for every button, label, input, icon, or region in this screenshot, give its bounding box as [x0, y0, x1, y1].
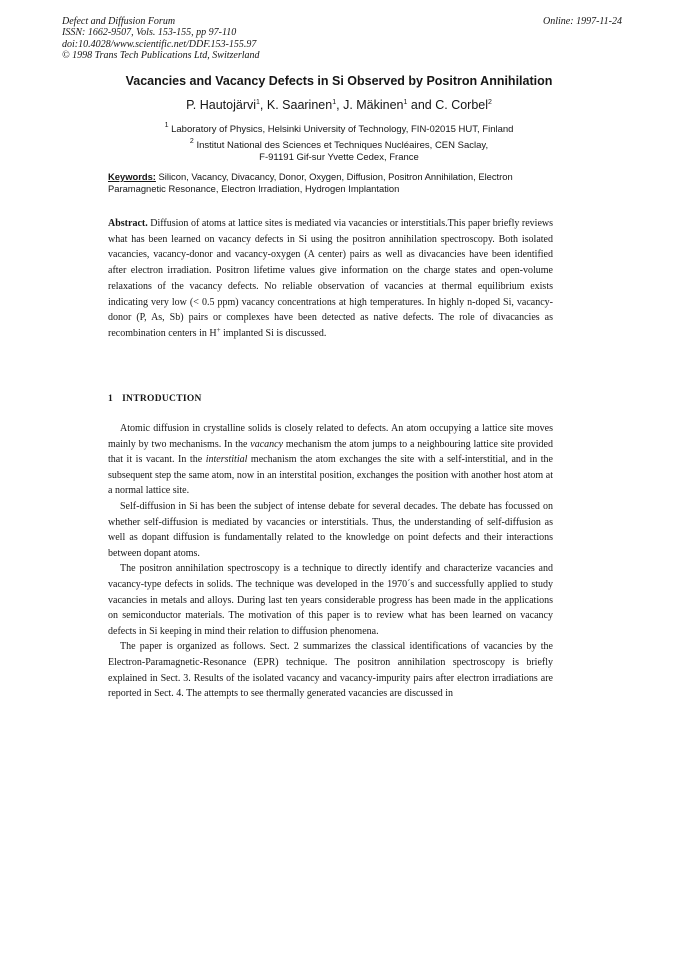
abstract — [108, 216, 553, 342]
author-separator: , — [259, 98, 267, 112]
keywords-list: Silicon, Vacancy, Divacancy, Donor, Oxygen, Diffusion, Positron Annihilation, Electron Paramagnetic Resonance, Electron Irradiation, Hydrogen Implantation — [108, 171, 513, 194]
abstract-label: Abstract. — [108, 218, 148, 229]
author-name: P. Hautojärvi — [186, 98, 257, 112]
keywords — [108, 171, 560, 195]
section-number: 1 — [108, 394, 114, 404]
online-date: Online: 1997-11-24 — [543, 16, 622, 27]
author-separator: and — [407, 98, 436, 112]
paragraph-3: The positron annihilation spectroscopy is a technique to directly identify and characterize vacancies and vacancy-type defects in solids. The technique was developed in the 1970´s and successfully applied to study vacancies in metals and alloys. During last ten years considerable progress has been made in the applications on semiconductor materials. The motivation of this paper is to review what has been learned on vacancy defects in Si keeping in mind their relation to diffusion phenomena. — [108, 563, 553, 637]
author-affiliation-mark: 1 — [403, 99, 408, 106]
journal-name: Defect and Diffusion Forum — [62, 16, 176, 27]
paragraph-text: mechanism the atom exchanges the site with a self-interstitial, and in the subsequent step the same atom, now in an interstital position, exchanges the position with another host atom at a normal lattice site. — [108, 454, 553, 497]
author-affiliation-mark: 1 — [256, 99, 260, 106]
issn-line: ISSN: 1662-9507, Vols. 153-155, pp 97-110 — [62, 27, 237, 39]
abstract-text-end: implanted Si is discussed. — [220, 327, 327, 339]
affiliation-number: 2 — [189, 138, 194, 145]
paragraph-text: mechanism the atom jumps to a neighbouring lattice site provided that it is vacant. In the — [108, 438, 553, 466]
journal-header — [62, 16, 260, 62]
author-name: J. Mäkinen — [343, 98, 404, 112]
section-title: INTRODUCTION — [122, 394, 202, 404]
abstract-text: Diffusion of atoms at lattice sites is mediated via vacancies or interstitials.This paper briefly reviews what has been learned on vacancy defects in Si using the positron annihilation spectroscopy. Both isolated vacancies, vacancy-donor and vacancy-oxygen (A center) pairs as well as divacancies have been identified after electron irradiation. Positron lifetime values give information on the charge states and open-volume relaxations of the vacancy defects. No reliable observation of vacancies at thermal equilibrium exists indicating very low (< 0.5 ppm) vacancy concentrations at high temperatures. In highly n-doped Si, vacancy-donor (P, As, Sb) pairs or complexes have been detected as native defects. The role of divacancies as recombination centers in H — [108, 218, 554, 339]
author-separator: , — [336, 98, 344, 112]
affiliation-text: Institut National des Sciences et Techniques Nucléaires, CEN Saclay, — [196, 140, 489, 151]
author-affiliation-mark: 2 — [488, 99, 492, 106]
paragraph-1 — [108, 421, 553, 499]
paragraph-text: Atomic diffusion in crystalline solids is closely related to defects. An atom occupying a lattice site moves mainly by two mechanisms. In the — [108, 423, 553, 450]
emphasis-vacancy: vacancy — [250, 438, 284, 450]
affiliation-1 — [60, 120, 618, 136]
doi-line: doi:10.4028/www.scientific.net/DDF.153-155.97 — [62, 38, 257, 50]
abstract-superscript: + — [216, 325, 221, 334]
paragraph-4: The paper is organized as follows. Sect. 2 summarizes the classical identifications of vacancies by the Electron-Paramagnetic-Resonance (EPR) technique. The positron annihilation spectroscopy is briefly explained in Sect. 3. Results of the isolated vacancy and vacancy-impurity pairs after electron irradiations are reported in Sect. 4. The attempts to see thermally generated vacancies are discussed in — [108, 641, 553, 700]
affiliation-text: Laboratory of Physics, Helsinki University of Technology, FIN-02015 HUT, Finland — [171, 124, 514, 135]
copyright-line: © 1998 Trans Tech Publications Ltd, Switzerland — [62, 50, 260, 62]
keywords-label: Keywords: — [108, 171, 156, 182]
author-list — [60, 98, 618, 112]
affiliation-address: F-91191 Gif-sur Yvette Cedex, France — [259, 152, 419, 163]
affiliation-2 — [60, 136, 618, 164]
paper-title: Vacancies and Vacancy Defects in Si Observed by Positron Annihilation — [125, 74, 553, 88]
body-text — [108, 421, 553, 702]
paragraph-2: Self-diffusion in Si has been the subject of intense debate for several decades. The debate has focussed on whether self-diffusion is mediated by vacancies or interstitials. Thus, the understanding of self-diffusion as well as dopant diffusion is fundamentally related to the knowledge on point defects and their interactions between dopant atoms. — [108, 500, 553, 559]
author-name: K. Saarinen — [266, 98, 333, 112]
author-name: C. Corbel — [435, 98, 489, 112]
section-heading — [108, 394, 202, 404]
emphasis-interstitial: interstitial — [205, 454, 248, 466]
affiliation-number: 1 — [164, 122, 169, 129]
author-affiliation-mark: 1 — [332, 99, 337, 106]
